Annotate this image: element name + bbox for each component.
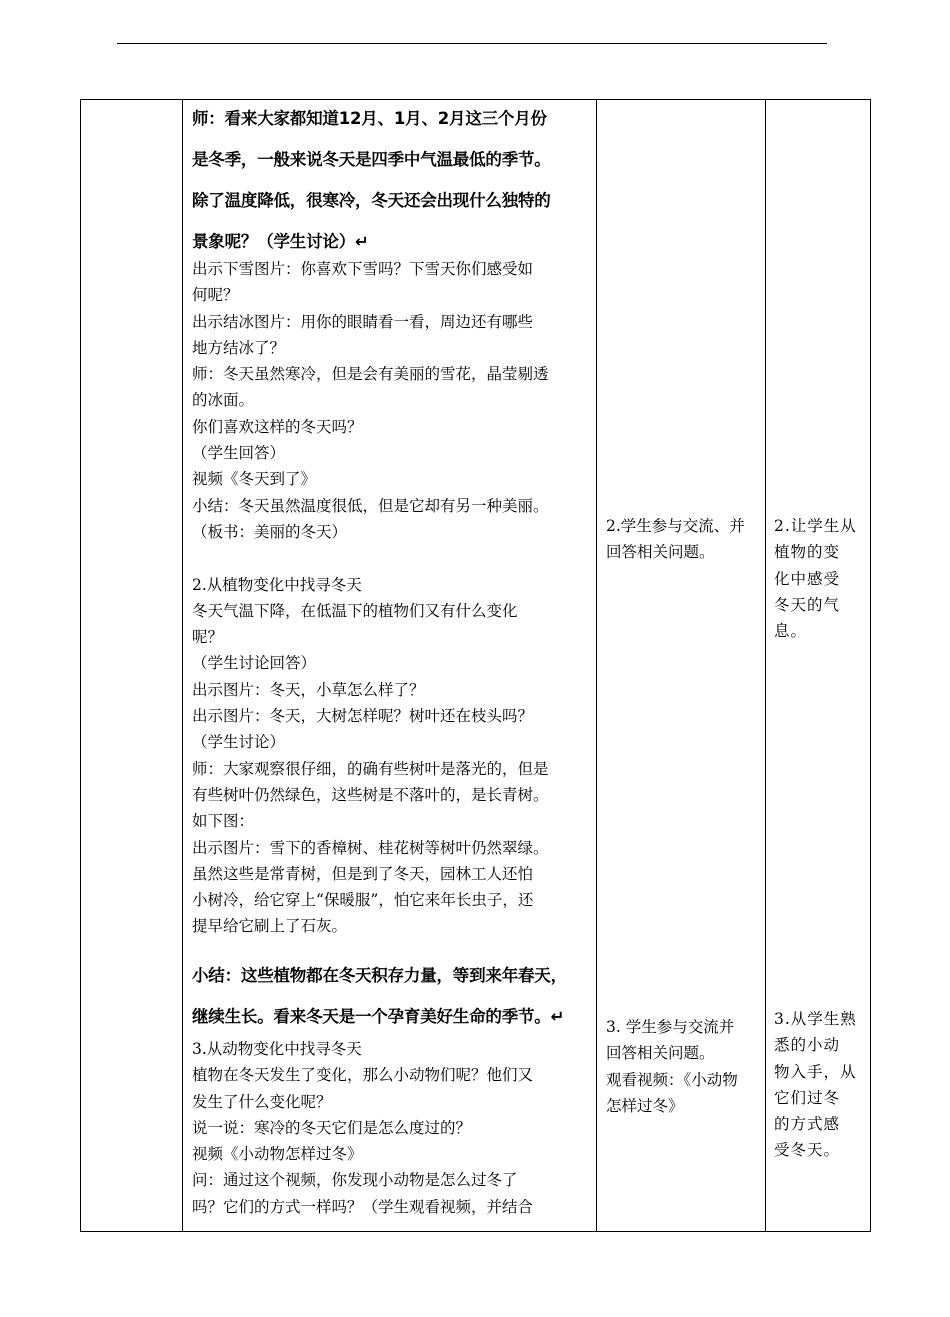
text-line: 如下图： <box>192 812 255 831</box>
text-line: 吗？它们的方式一样吗？（学生观看视频，并结合 <box>192 1197 534 1216</box>
text-line: 小结：冬天虽然温度很低，但是它却有另一种美丽。 <box>192 496 549 515</box>
text-line: （学生回答） <box>192 444 286 463</box>
text-line: 冬天气温下降，在低温下的植物们又有什么变化 <box>192 601 518 620</box>
text-line: 植物在冬天发生了变化，那么小动物们呢？他们又 <box>192 1066 534 1085</box>
text-line: 虽然这些是常青树，但是到了冬天，园林工人还怕 <box>192 864 534 883</box>
text-line: 景象呢？（学生讨论）↵ <box>192 232 369 251</box>
text-line: 地方结冰了？ <box>192 338 286 357</box>
text-line: （学生讨论回答） <box>192 654 317 673</box>
text-line: 悉的小动 <box>774 1036 841 1055</box>
student-activity-2 <box>606 513 762 566</box>
text-line: 是冬季，一般来说冬天是四季中气温最低的季节。 <box>192 150 551 169</box>
text-line: 物入手，从 <box>774 1062 857 1081</box>
text-line: 回答相关问题。 <box>606 1044 715 1063</box>
text-line: 提早给它刷上了石灰。 <box>192 917 348 936</box>
design-intent-2 <box>774 513 864 644</box>
text-line: 化中感受 <box>774 569 841 588</box>
text-line: 它们过冬 <box>774 1088 841 1107</box>
student-activity-3 <box>606 1014 762 1119</box>
text-line: 何呢？ <box>192 286 239 305</box>
section-heading: 3.从动物变化中找寻冬天 <box>192 1040 362 1058</box>
text-line: 呢？ <box>192 628 224 647</box>
design-intent-3 <box>774 1006 864 1164</box>
text-line: 除了温度降低，很寒冷，冬天还会出现什么独特的 <box>192 191 551 210</box>
text-line: 出示图片：冬天，大树怎样呢？树叶还在枝头吗？ <box>192 707 534 726</box>
text-line: 怎样过冬》 <box>606 1096 684 1115</box>
text-line: 出示图片：雪下的香樟树、桂花树等树叶仍然翠绿。 <box>192 838 549 857</box>
text-line: （板书：美丽的冬天） <box>192 522 348 541</box>
column-divider <box>182 99 183 1232</box>
text-line: 问：通过这个视频，你发现小动物是怎么过冬了 <box>192 1171 518 1190</box>
text-line: 的冰面。 <box>192 391 255 410</box>
teacher-intro-block <box>192 98 592 262</box>
text-line: 视频《冬天到了》 <box>192 470 317 489</box>
text-line: 师：看来大家都知道12月、1月、2月这三个月份 <box>192 109 547 128</box>
text-line: 视频《小动物怎样过冬》 <box>192 1145 363 1164</box>
winter-scenery-block <box>192 256 592 940</box>
column-divider <box>596 99 597 1232</box>
text-line: 冬天的气 <box>774 595 841 614</box>
column-divider <box>765 99 766 1232</box>
text-line: 植物的变 <box>774 543 841 562</box>
text-line: （学生讨论） <box>192 733 286 752</box>
text-line: 受冬天。 <box>774 1141 841 1160</box>
text-line: 出示图片：冬天，小草怎么样了？ <box>192 680 425 699</box>
text-line: 师：冬天虽然寒冷，但是会有美丽的雪花，晶莹剔透 <box>192 365 549 384</box>
text-line: 你们喜欢这样的冬天吗？ <box>192 417 363 436</box>
text-line: 2.让学生从 <box>774 517 857 535</box>
text-line: 出示下雪图片：你喜欢下雪吗？下雪天你们感受如 <box>192 260 534 278</box>
text-line: 回答相关问题。 <box>606 543 715 562</box>
text-line: 息。 <box>774 622 808 641</box>
text-line: 2.学生参与交流、并 <box>606 517 745 535</box>
text-line: 说一说：寒冷的冬天它们是怎么度过的？ <box>192 1118 472 1137</box>
text-line: 3. 学生参与交流并 <box>606 1018 735 1036</box>
section-heading: 2.从植物变化中找寻冬天 <box>192 575 362 594</box>
text-line: 师：大家观察很仔细，的确有些树叶是落光的，但是 <box>192 759 549 778</box>
text-line: 发生了什么变化呢？ <box>192 1092 332 1111</box>
text-line: 小树冷，给它穿上“保暖服”，怕它来年长虫子，还 <box>192 891 534 910</box>
text-line: 小结：这些植物都在冬天积存力量，等到来年春天， <box>192 966 567 985</box>
text-line: 的方式感 <box>774 1115 841 1134</box>
text-line: 继续生长。看来冬天是一个孕育美好生命的季节。↵ <box>192 1007 565 1026</box>
text-line: 观看视频：《小动物 <box>606 1070 738 1089</box>
animal-section-block <box>192 1036 592 1220</box>
text-line: 3.从学生熟 <box>774 1010 857 1028</box>
plant-summary-block <box>192 955 592 1037</box>
header-rule <box>117 43 827 44</box>
text-line: 出示结冰图片：用你的眼睛看一看，周边还有哪些 <box>192 312 534 331</box>
text-line: 有些树叶仍然绿色，这些树是不落叶的，是长青树。 <box>192 785 549 804</box>
